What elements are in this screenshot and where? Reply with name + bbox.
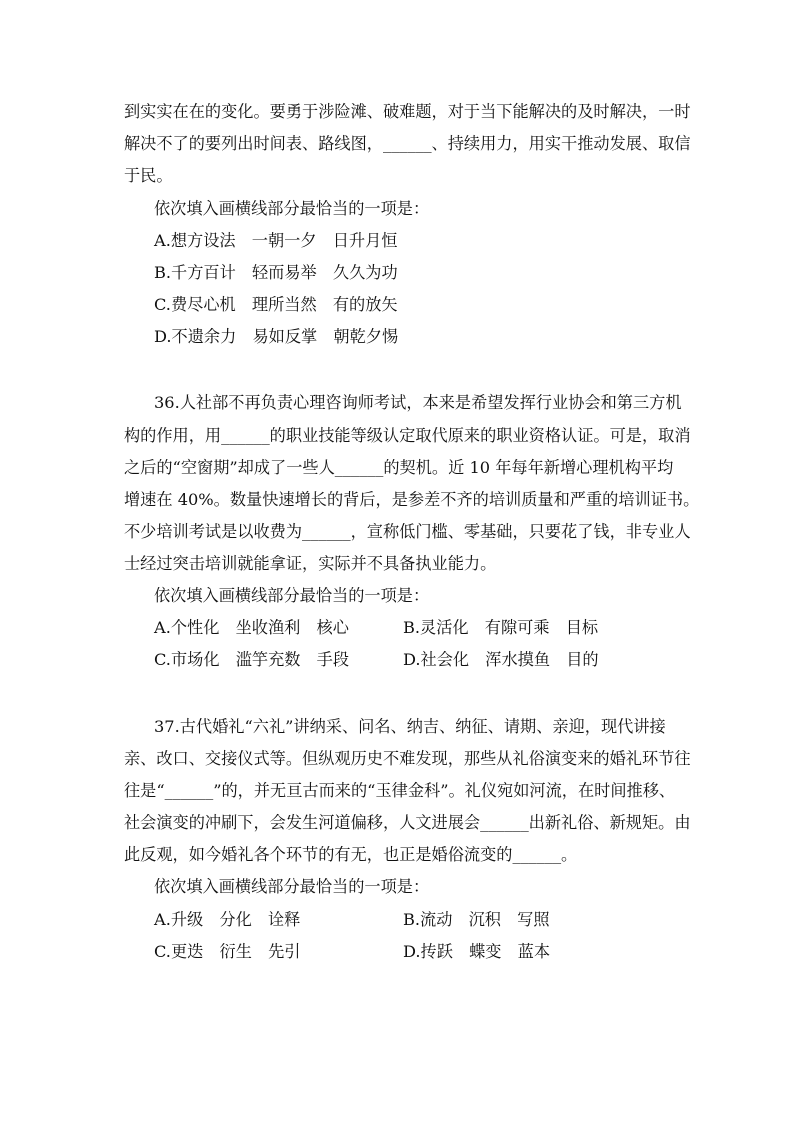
q36-line: 不少培训考试是以收费为______，宣称低门槛、零基础，只要花了钱，非专业人 bbox=[124, 522, 691, 541]
option-c: C.费尽心机 理所当然 有的放矢 bbox=[154, 295, 398, 314]
q36-option-b: B.灵活化 有隙可乘 目标 bbox=[403, 618, 599, 637]
passage-line: 解决不了的要列出时间表、路线图，______、持续用力，用实干推动发展、取信 bbox=[124, 134, 691, 153]
q37-line: 37.古代婚礼“六礼”讲纳采、问名、纳吉、纳征、请期、亲迎，现代讲接 bbox=[154, 717, 666, 736]
q36-option-c: C.市场化 滥竽充数 手段 bbox=[154, 650, 350, 669]
passage-line: 到实实在在的变化。要勇于涉险滩、破难题，对于当下能解决的及时解决，一时 bbox=[124, 102, 691, 121]
q36-line: 士经过突击培训就能拿证，实际并不具备执业能力。 bbox=[124, 554, 497, 573]
q37-option-d: D.抟跃 蝶变 蓝本 bbox=[403, 942, 551, 961]
option-a: A.想方设法 一朝一夕 日升月恒 bbox=[154, 231, 398, 250]
option-d: D.不遗余力 易如反掌 朝乾夕惕 bbox=[154, 327, 399, 346]
q36-prompt: 依次填入画横线部分最恰当的一项是： bbox=[154, 586, 430, 605]
passage-line: 于民。 bbox=[124, 166, 173, 185]
q36-line: 构的作用，用______的职业技能等级认定取代原来的职业资格认证。可是，取消 bbox=[124, 426, 691, 445]
q36-option-a: A.个性化 坐收渔利 核心 bbox=[154, 618, 349, 637]
q37-line: 往是“______”的，并无亘古而来的“玉律金科”。礼仪宛如河流，在时间推移、 bbox=[124, 781, 676, 800]
q37-line: 此反观，如今婚礼各个环节的有无，也正是婚俗流变的______。 bbox=[124, 845, 578, 864]
q37-line: 亲、改口、交接仪式等。但纵观历史不难发现，那些从礼俗演变来的婚礼环节往 bbox=[124, 749, 691, 768]
q36-line: 36.人社部不再负责心理咨询师考试，本来是希望发挥行业协会和第三方机 bbox=[154, 393, 682, 412]
option-b: B.千方百计 轻而易举 久久为功 bbox=[154, 263, 398, 282]
q36-line: 之后的“空窗期”却成了一些人______的契机。近 10 年每年新增心理机构平均 bbox=[124, 458, 674, 477]
q37-prompt: 依次填入画横线部分最恰当的一项是： bbox=[154, 877, 430, 896]
q37-option-a: A.升级 分化 诠释 bbox=[154, 910, 301, 929]
q37-option-c: C.更迭 衍生 先引 bbox=[154, 942, 301, 961]
q37-option-b: B.流动 沉积 写照 bbox=[403, 910, 550, 929]
q36-line: 增速在 40%。数量快速增长的背后，是参差不齐的培训质量和严重的培训证书。 bbox=[124, 490, 700, 509]
q37-line: 社会演变的冲刷下，会发生河道偏移，人文进展会______出新礼俗、新规矩。由 bbox=[124, 813, 691, 832]
q36-option-d: D.社会化 浑水摸鱼 目的 bbox=[403, 650, 599, 669]
question-prompt: 依次填入画横线部分最恰当的一项是： bbox=[154, 199, 430, 218]
